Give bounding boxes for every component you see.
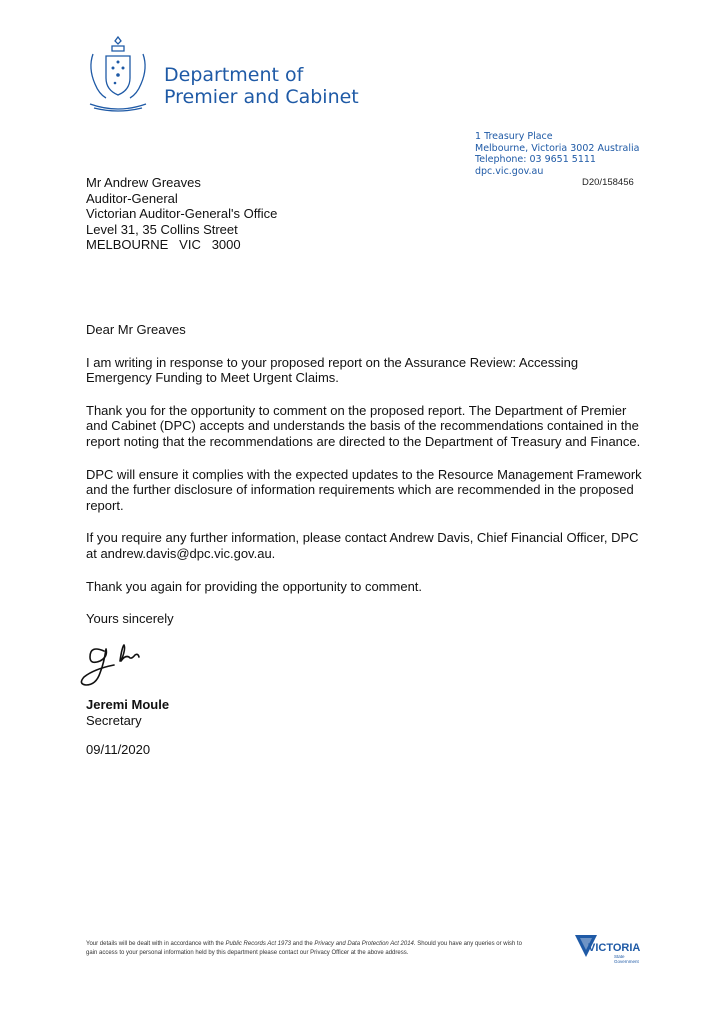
closing: Yours sincerely bbox=[86, 611, 174, 627]
recipient-street: Level 31, 35 Collins Street bbox=[86, 221, 238, 237]
recipient-city: MELBOURNE VIC 3000 bbox=[86, 237, 241, 252]
recipient-name: Mr Andrew Greaves bbox=[86, 175, 201, 190]
contact-city: Melbourne, Victoria 3002 Australia bbox=[475, 142, 640, 154]
signatory-name: Jeremi Moule bbox=[86, 697, 170, 712]
footer-text-2: and the bbox=[291, 941, 315, 947]
recipient-address bbox=[86, 175, 277, 253]
signature-image bbox=[80, 641, 160, 693]
footer-text-1: Your details will be dealt with in accordance with the bbox=[86, 941, 226, 947]
contact-website: dpc.vic.gov.au bbox=[475, 165, 544, 177]
footer-act-2: Privacy and Data Protection Act 2014 bbox=[314, 941, 414, 947]
department-name bbox=[164, 64, 359, 108]
footer-act-1: Public Records Act 1973 bbox=[225, 941, 292, 947]
paragraph-3: DPC will ensure it complies with the expected updates to the Resource Management Framework and the further disclosure of information requirements which are recommended in the proposed report. bbox=[86, 466, 642, 513]
letter-date: 09/11/2020 bbox=[86, 742, 151, 757]
paragraph-5: Thank you again for providing the opportunity to comment. bbox=[86, 578, 423, 594]
contact-phone: Telephone: 03 9651 5111 bbox=[475, 154, 596, 166]
salutation: Dear Mr Greaves bbox=[86, 322, 186, 337]
letter-body bbox=[86, 322, 646, 627]
reference-number: D20/158456 bbox=[582, 177, 634, 188]
department-name-line1: Department of bbox=[164, 64, 304, 86]
paragraph-1: I am writing in response to your proposed report on the Assurance Review: Accessing Emergency Funding to Meet Urgent Claims. bbox=[86, 354, 579, 386]
privacy-footer bbox=[86, 940, 526, 958]
contact-block bbox=[475, 131, 639, 177]
recipient-title: Auditor-General bbox=[86, 190, 178, 206]
department-name-line2: Premier and Cabinet bbox=[164, 86, 359, 108]
contact-address: 1 Treasury Place bbox=[475, 131, 553, 142]
victoria-logo-sub2: Government bbox=[614, 959, 639, 964]
coat-of-arms-icon bbox=[84, 34, 152, 114]
victoria-state-government-logo bbox=[574, 932, 642, 966]
victoria-logo-word: VICTORIA bbox=[588, 942, 641, 954]
footer-text-3: . Should you have any queries or wish to gain access to your personal information held by this department please contact our Privacy Officer at the above address. bbox=[86, 941, 522, 956]
paragraph-2: Thank you for the opportunity to comment on the proposed report. The Department of Premier and Cabinet (DPC) accepts and understands the basis of the recommendations contained in the report noting that the recommendations are directed to the Department of Treasury and Finance. bbox=[86, 402, 641, 449]
paragraph-4: If you require any further information, please contact Andrew Davis, Chief Financial Officer, DPC at andrew.davis@dpc.vic.gov.au. bbox=[86, 530, 639, 561]
victoria-logo-sub1: State bbox=[614, 954, 625, 959]
signatory-title: Secretary bbox=[86, 713, 142, 728]
recipient-office: Victorian Auditor-General's Office bbox=[86, 206, 278, 221]
